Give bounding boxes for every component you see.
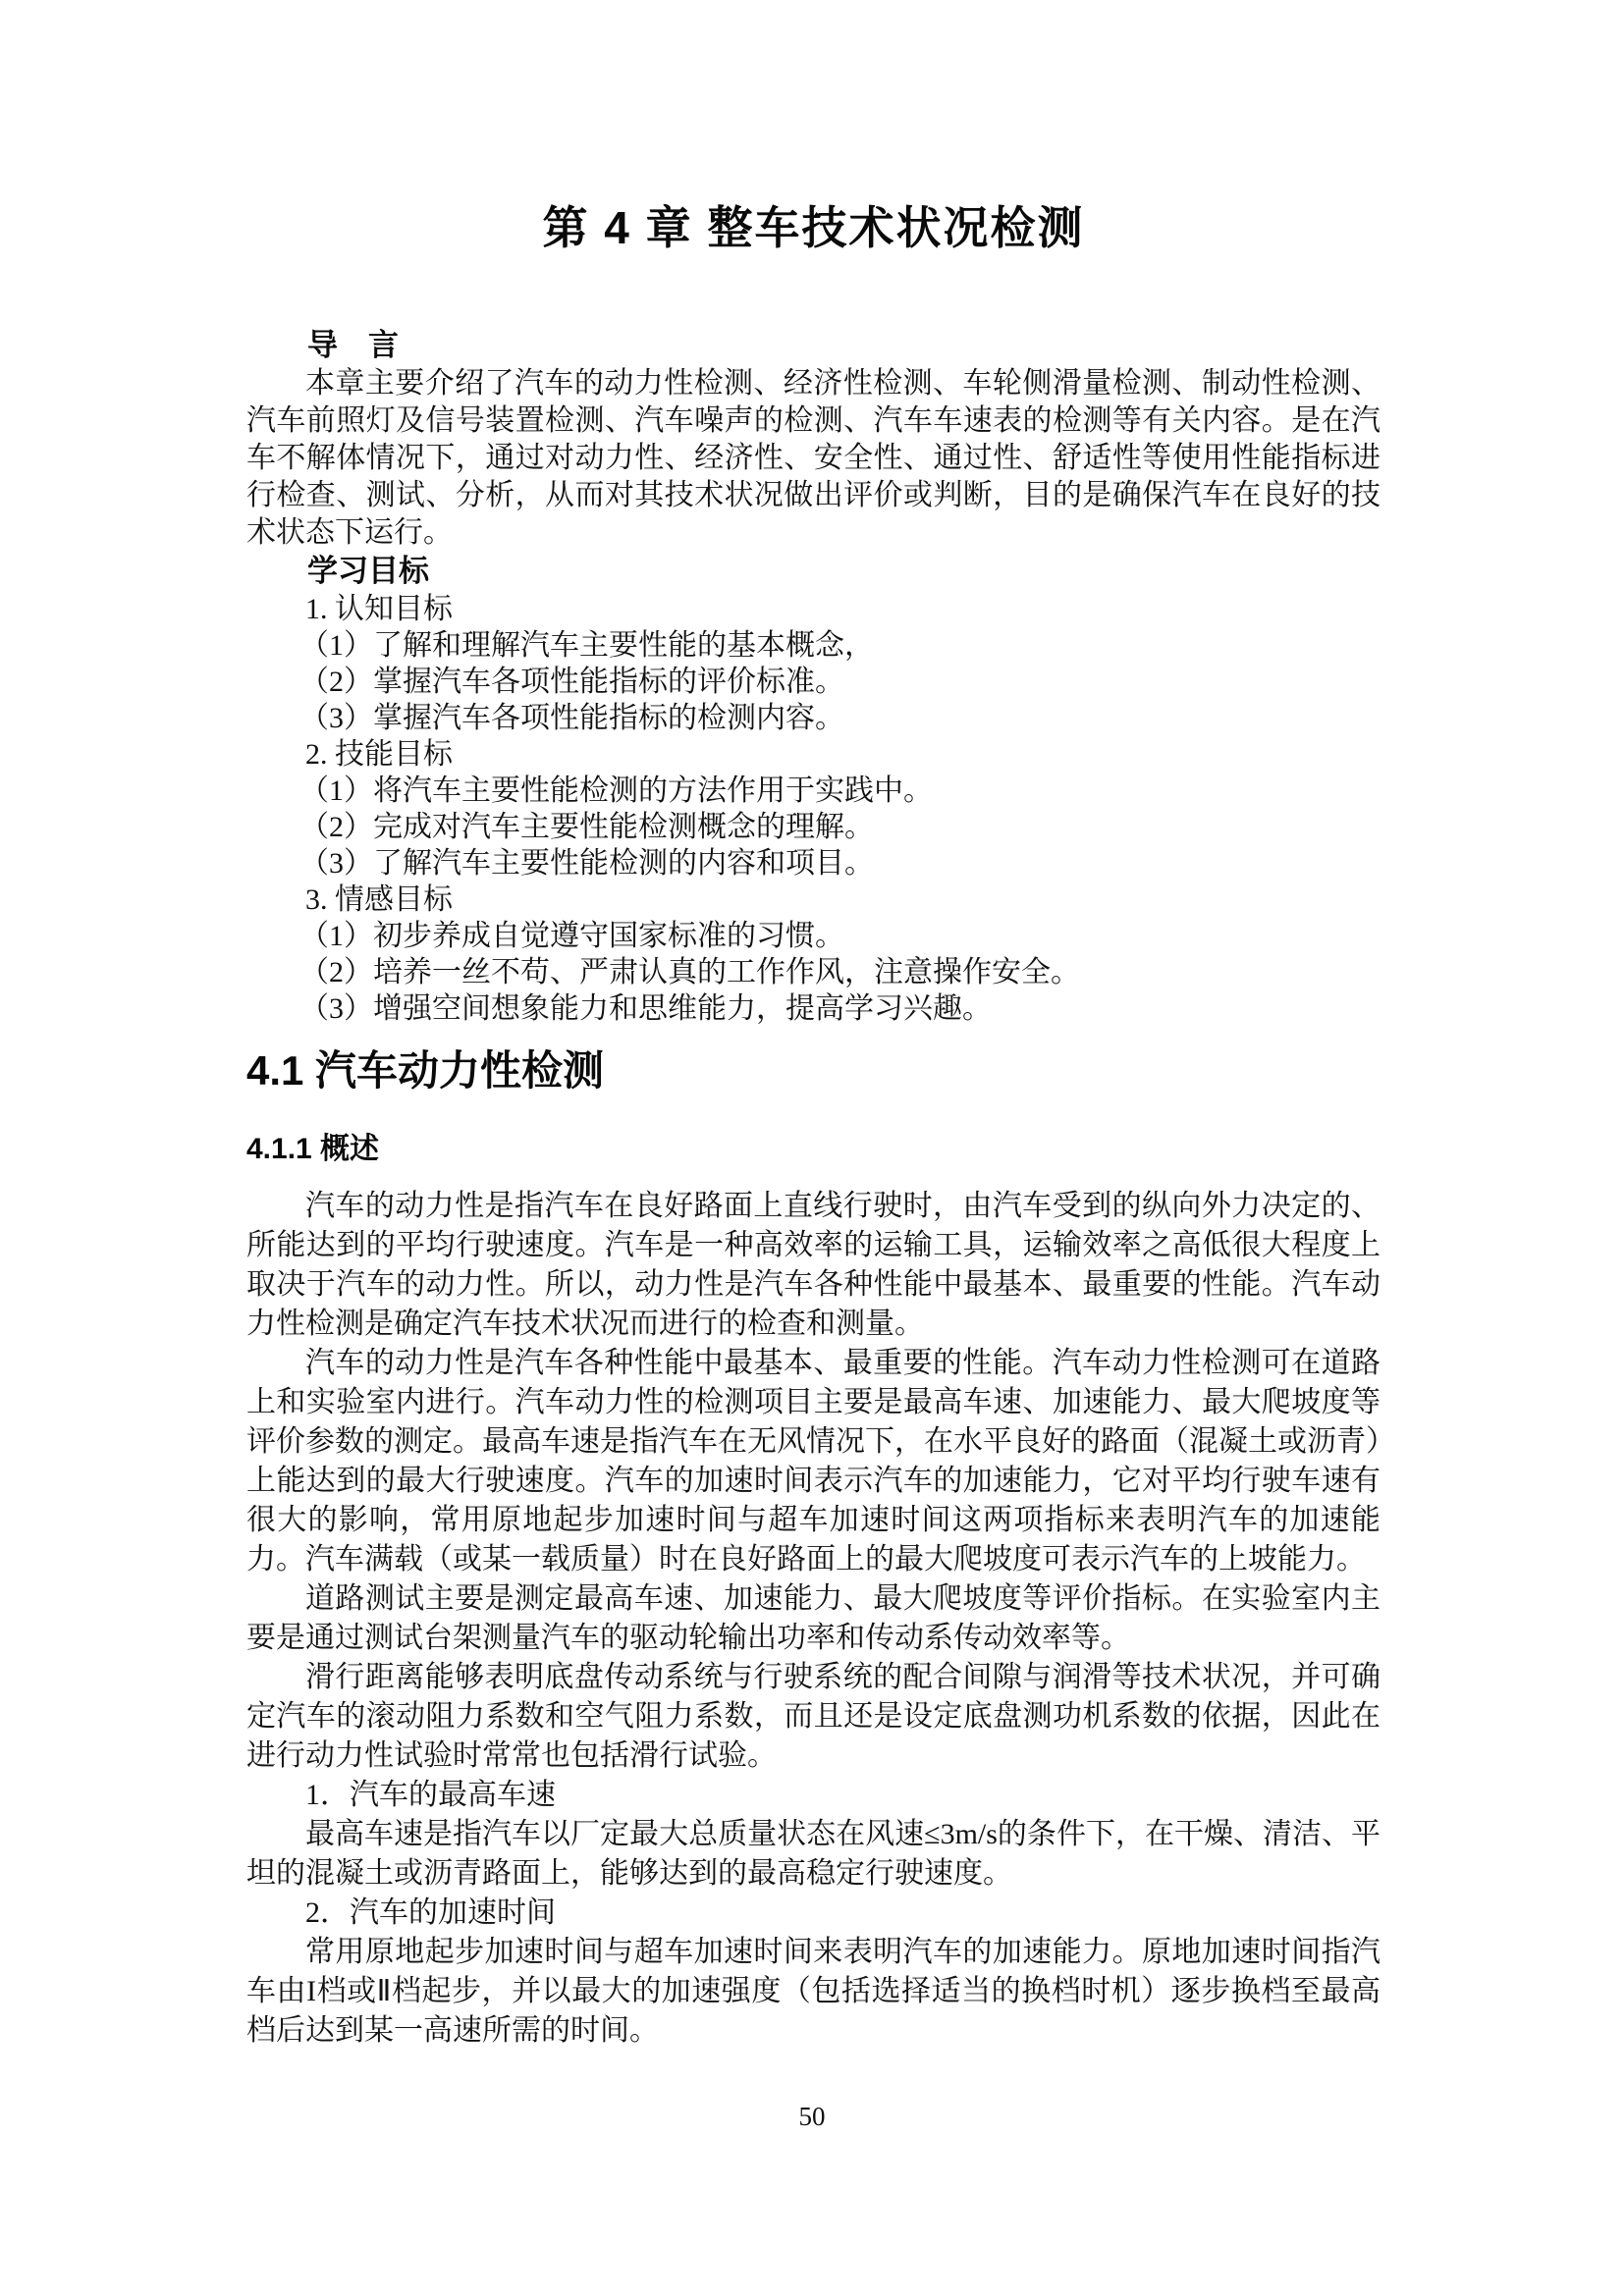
- intro-paragraph: 本章主要介绍了汽车的动力性检测、经济性检测、车轮侧滑量检测、制动性检测、汽车前照灯及信号装置检测、汽车噪声的检测、汽车车速表的检测等有关内容。是在汽车不解体情况下，通过对动力性、经济性、安全性、通过性、舒适性等使用性能指标进行检查、测试、分析，从而对其技术状况做出评价或判断，目的是确保汽车在良好的技术状态下运行。: [246, 367, 1380, 549]
- text-block: [246, 201, 1380, 2051]
- objective-item-affective: 3. 情感目标: [305, 883, 453, 916]
- body-paragraph: 道路测试主要是测定最高车速、加速能力、最大爬坡度等评价指标。在实验室内主要是通过测试台架测量汽车的驱动轮输出功率和传动系传动效率等。: [246, 1582, 1380, 1654]
- chapter-title: 第 4 章 整车技术状况检测: [542, 202, 1085, 253]
- objective-item: （1）将汽车主要性能检测的方法作用于实践中。: [299, 774, 933, 807]
- objective-item: （3）增强空间想象能力和思维能力，提高学习兴趣。: [299, 992, 992, 1025]
- objective-item: （2）培养一丝不苟、严肃认真的工作作风，注意操作安全。: [299, 956, 1080, 988]
- objective-item-cognitive: 1. 认知目标: [305, 593, 453, 625]
- body-paragraph: 常用原地起步加速时间与超车加速时间来表明汽车的加速能力。原地加速时间指汽车由I档或Ⅱ档起步，并以最大的加速强度（包括选择适当的换档时机）逐步换档至最高档后达到某一高速所需的时间。: [246, 1936, 1380, 2047]
- body-paragraph: 滑行距离能够表明底盘传动系统与行驶系统的配合间隙与润滑等技术状况，并可确定汽车的滚动阻力系数和空气阻力系数，而且还是设定底盘测功机系数的依据，因此在进行动力性试验时常常也包括滑行试验。: [246, 1661, 1380, 1772]
- objectives-heading: 学习目标: [307, 554, 429, 588]
- objective-item-skill: 2. 技能目标: [305, 738, 453, 771]
- objective-item: （3）了解汽车主要性能检测的内容和项目。: [299, 847, 874, 880]
- objective-item: （1）初步养成自觉遵守国家标准的习惯。: [299, 920, 844, 952]
- subsection-heading: 4.1.1 概述: [246, 1133, 380, 1165]
- objective-item: （2）掌握汽车各项性能指标的评价标准。: [299, 666, 844, 698]
- body-paragraph: 汽车的动力性是指汽车在良好路面上直线行驶时，由汽车受到的纵向外力决定的、所能达到的平均行驶速度。汽车是一种高效率的运输工具，运输效率之高低很大程度上取决于汽车的动力性。所以，动力性是汽车各种性能中最基本、最重要的性能。汽车动力性检测是确定汽车技术状况而进行的检查和测量。: [246, 1190, 1380, 1340]
- body-paragraph: 汽车的动力性是汽车各种性能中最基本、最重要的性能。汽车动力性检测可在道路上和实验室内进行。汽车动力性的检测项目主要是最高车速、加速能力、最大爬坡度等评价参数的测定。最高车速是指汽车在无风情况下，在水平良好的路面（混凝土或沥青）上能达到的最大行驶速度。汽车的加速时间表示汽车的加速能力，它对平均行驶车速有很大的影响，常用原地起步加速时间与超车加速时间这两项指标来表明汽车的加速能力。汽车满载（或某一载质量）时在良好路面上的最大爬坡度可表示汽车的上坡能力。: [246, 1347, 1380, 1575]
- objective-item: （1）了解和理解汽车主要性能的基本概念，: [299, 629, 874, 662]
- section-heading: 4.1 汽车动力性检测: [246, 1047, 605, 1094]
- list-subheading-max-speed: 1．汽车的最高车速: [305, 1779, 556, 1811]
- intro-heading: 导 言: [307, 328, 399, 362]
- page-number: 50: [798, 2102, 826, 2131]
- body-paragraph: 最高车速是指汽车以厂定最大总质量状态在风速≤3m/s的条件下，在干燥、清洁、平坦的混凝土或沥青路面上，能够达到的最高稳定行驶速度。: [246, 1818, 1380, 1890]
- objective-item: （2）完成对汽车主要性能检测概念的理解。: [299, 811, 874, 843]
- list-subheading-acceleration-time: 2．汽车的加速时间: [305, 1896, 556, 1929]
- objective-item: （3）掌握汽车各项性能指标的检测内容。: [299, 702, 844, 734]
